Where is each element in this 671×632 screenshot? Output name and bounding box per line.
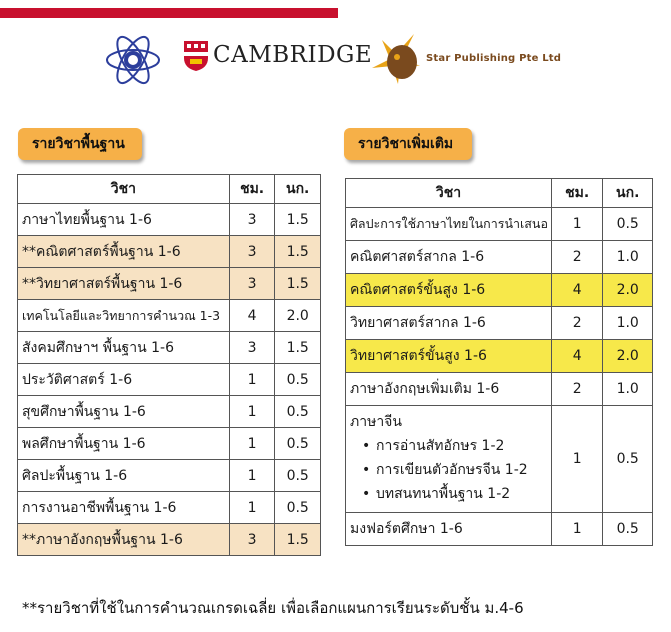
subject-cell: สังคมศึกษาฯ พื้นฐาน 1-6 xyxy=(18,332,230,364)
atom-icon xyxy=(104,34,162,86)
column-header-subject: วิชา xyxy=(346,179,552,208)
table-row-chinese xyxy=(346,406,653,513)
table-row xyxy=(346,208,653,241)
column-header-credits: นก. xyxy=(603,179,653,208)
subject-cell: คณิตศาสตร์ขั้นสูง 1-6 xyxy=(346,274,552,307)
subject-cell: เทคโนโลยีและวิทยาการคำนวณ 1-3 xyxy=(18,300,230,332)
credits-cell: 2.0 xyxy=(603,274,653,307)
table-row xyxy=(18,428,321,460)
additional-subjects-heading: รายวิชาเพิ่มเติม xyxy=(344,128,472,160)
subject-cell: ภาษาอังกฤษเพิ่มเติม 1-6 xyxy=(346,373,552,406)
hours-cell: 4 xyxy=(229,300,275,332)
table-row xyxy=(18,332,321,364)
basic-subjects-heading: รายวิชาพื้นฐาน xyxy=(18,128,142,160)
table-header-row xyxy=(18,175,321,204)
basic-subjects-table xyxy=(17,174,321,556)
subject-cell: ศิลปะการใช้ภาษาไทยในการนำเสนอ xyxy=(346,208,552,241)
subject-cell: วิทยาศาสตร์สากล 1-6 xyxy=(346,307,552,340)
cambridge-shield-icon xyxy=(183,40,209,72)
star-publishing-wordmark: Star Publishing Pte Ltd xyxy=(426,53,562,64)
logo-strip xyxy=(0,28,671,90)
credits-cell: 1.5 xyxy=(275,524,321,556)
credits-cell: 0.5 xyxy=(275,396,321,428)
subject-cell: **คณิตศาสตร์พื้นฐาน 1-6 xyxy=(18,236,230,268)
hours-cell: 1 xyxy=(551,406,603,513)
footnote: **รายวิชาที่ใช้ในการคำนวณเกรดเฉลี่ย เพื่อเลือกแผนการเรียนระดับชั้น ม.4-6 xyxy=(22,599,524,617)
list-item: • การอ่านสัทอักษร 1-2 xyxy=(362,434,547,458)
chinese-sub-list xyxy=(350,434,547,506)
hours-cell: 1 xyxy=(229,364,275,396)
table-row xyxy=(18,524,321,556)
table-row xyxy=(18,460,321,492)
top-accent-bar xyxy=(0,8,338,18)
subject-cell: คณิตศาสตร์สากล 1-6 xyxy=(346,241,552,274)
table-row xyxy=(346,307,653,340)
column-header-credits: นก. xyxy=(275,175,321,204)
credits-cell: 2.0 xyxy=(603,340,653,373)
credits-cell: 1.0 xyxy=(603,373,653,406)
table-row xyxy=(18,204,321,236)
hours-cell: 4 xyxy=(551,274,603,307)
subject-cell: **ภาษาอังกฤษพื้นฐาน 1-6 xyxy=(18,524,230,556)
subject-cell: มงฟอร์ตศึกษา 1-6 xyxy=(346,513,552,546)
hours-cell: 4 xyxy=(551,340,603,373)
subject-cell: สุขศึกษาพื้นฐาน 1-6 xyxy=(18,396,230,428)
hours-cell: 1 xyxy=(229,396,275,428)
subject-cell: การงานอาชีพพื้นฐาน 1-6 xyxy=(18,492,230,524)
credits-cell: 1.5 xyxy=(275,332,321,364)
subject-cell: **วิทยาศาสตร์พื้นฐาน 1-6 xyxy=(18,268,230,300)
table-row xyxy=(18,268,321,300)
hours-cell: 1 xyxy=(229,460,275,492)
hours-cell: 1 xyxy=(551,513,603,546)
additional-subjects-table xyxy=(345,178,653,546)
list-item: • การเขียนตัวอักษรจีน 1-2 xyxy=(362,458,547,482)
subject-cell: วิทยาศาสตร์ขั้นสูง 1-6 xyxy=(346,340,552,373)
column-header-hours: ชม. xyxy=(229,175,275,204)
table-row xyxy=(346,340,653,373)
subject-cell: ภาษาไทยพื้นฐาน 1-6 xyxy=(18,204,230,236)
credits-cell: 0.5 xyxy=(275,428,321,460)
hours-cell: 3 xyxy=(229,268,275,300)
hours-cell: 2 xyxy=(551,241,603,274)
subject-cell: ศิลปะพื้นฐาน 1-6 xyxy=(18,460,230,492)
hours-cell: 1 xyxy=(229,492,275,524)
hours-cell: 3 xyxy=(229,524,275,556)
table-row xyxy=(346,373,653,406)
credits-cell: 1.5 xyxy=(275,268,321,300)
table-row xyxy=(346,274,653,307)
credits-cell: 1.5 xyxy=(275,236,321,268)
hours-cell: 1 xyxy=(229,428,275,460)
subject-cell: ประวัติศาสตร์ 1-6 xyxy=(18,364,230,396)
credits-cell: 0.5 xyxy=(275,492,321,524)
hours-cell: 1 xyxy=(551,208,603,241)
list-item: • บทสนทนาพื้นฐาน 1-2 xyxy=(362,482,547,506)
subject-cell: พลศึกษาพื้นฐาน 1-6 xyxy=(18,428,230,460)
table-row xyxy=(18,492,321,524)
hours-cell: 2 xyxy=(551,307,603,340)
credits-cell: 0.5 xyxy=(603,208,653,241)
hours-cell: 3 xyxy=(229,236,275,268)
credits-cell: 0.5 xyxy=(603,406,653,513)
hours-cell: 3 xyxy=(229,332,275,364)
credits-cell: 0.5 xyxy=(275,460,321,492)
chinese-subject-title: ภาษาจีน xyxy=(350,414,402,430)
credits-cell: 1.0 xyxy=(603,241,653,274)
table-row xyxy=(346,513,653,546)
table-row xyxy=(18,300,321,332)
table-row xyxy=(18,396,321,428)
hours-cell: 2 xyxy=(551,373,603,406)
credits-cell: 1.0 xyxy=(603,307,653,340)
credits-cell: 1.5 xyxy=(275,204,321,236)
table-row xyxy=(18,236,321,268)
column-header-subject: วิชา xyxy=(18,175,230,204)
credits-cell: 0.5 xyxy=(603,513,653,546)
column-header-hours: ชม. xyxy=(551,179,603,208)
table-row xyxy=(18,364,321,396)
subject-cell xyxy=(346,406,552,513)
hours-cell: 3 xyxy=(229,204,275,236)
credits-cell: 2.0 xyxy=(275,300,321,332)
credits-cell: 0.5 xyxy=(275,364,321,396)
cambridge-wordmark: CAMBRIDGE xyxy=(213,42,373,68)
table-header-row xyxy=(346,179,653,208)
star-icon xyxy=(362,28,426,86)
table-row xyxy=(346,241,653,274)
